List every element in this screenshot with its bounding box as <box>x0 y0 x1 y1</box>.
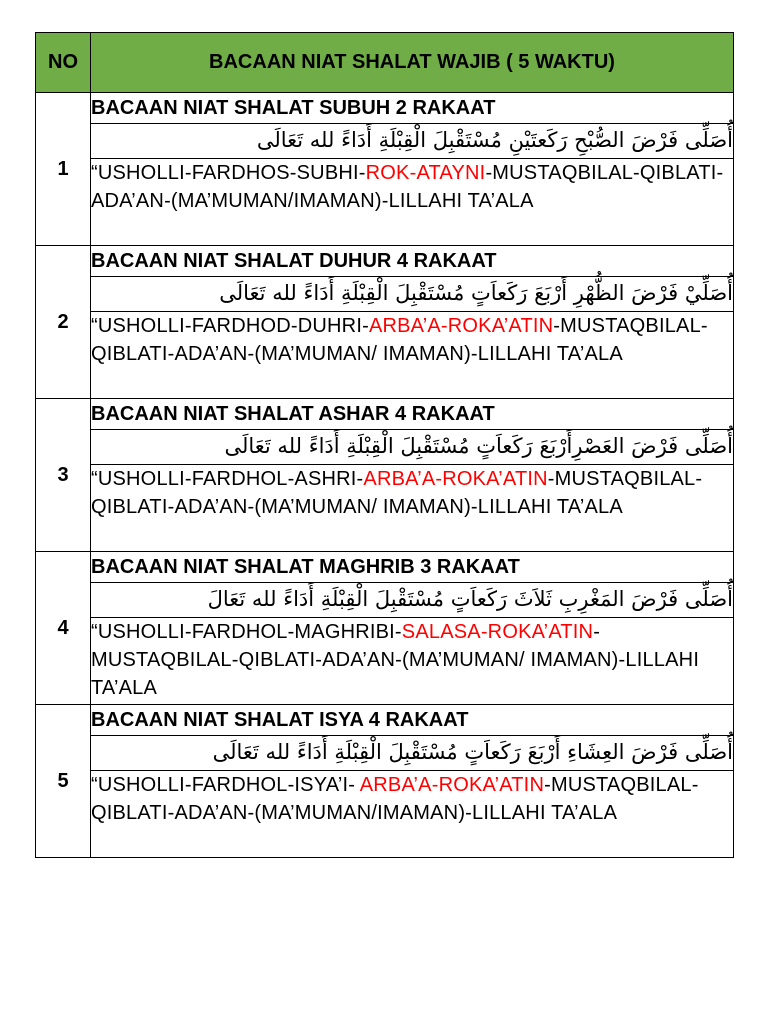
item-latin-row <box>36 771 734 858</box>
item-arabic-row <box>36 430 734 465</box>
latin-prefix: “USHOLLI-FARDHOL-ISYA’I- <box>91 774 360 796</box>
latin-suffix: -MUSTAQBILAL-QIBLATI-ADA’AN-(MA’MUMAN/IMAMAN)-LILLAHI TA’ALA <box>91 162 724 212</box>
item-latin-row <box>36 618 734 705</box>
item-arabic-row <box>36 583 734 618</box>
item-arabic-row <box>36 736 734 771</box>
table-header-row <box>36 33 734 93</box>
item-title-row <box>36 399 734 430</box>
item-title-row <box>36 246 734 277</box>
item-title-row <box>36 552 734 583</box>
item-number: 5 <box>36 705 91 858</box>
latin-prefix: “USHOLLI-FARDHOD-DUHRI- <box>91 315 369 337</box>
latin-highlight: ARBA’A-ROKA’ATIN <box>368 315 554 337</box>
item-arabic-text: أُصَلِّى فَرْضَ العَصْرِأَرْبَعَ رَكَعاَتٍ مُسْتَقْبِلَ الْقِبْلَةِ أَدَاءً لله تَعَالَى <box>91 430 734 465</box>
item-number: 1 <box>36 93 91 246</box>
item-arabic-text: أُصَلِّى فَرْضَ العِشَاءِ أَرْبَعَ رَكَعاَتٍ مُسْتَقْبِلَ الْقِبْلَةِ أَدَاءً لله تَعَالَى <box>91 736 734 771</box>
niat-shalat-table <box>35 32 734 858</box>
latin-suffix: -MUSTAQBILAL-QIBLATI-ADA’AN-(MA’MUMAN/ IMAMAN)-LILLAHI TA’ALA <box>91 315 708 365</box>
latin-highlight: ARBA’A-ROKA’ATIN <box>363 468 548 490</box>
item-latin-text <box>91 618 734 705</box>
item-number: 3 <box>36 399 91 552</box>
item-arabic-text: أُصَلِّى فَرْضَ الصُّبْحِ رَكَعتَيْنِ مُسْتَقْبِلَ الْقِبْلَةِ أَدَاءً لله تَعَالَى <box>91 124 734 159</box>
header-no: NO <box>36 33 91 93</box>
latin-prefix: “USHOLLI-FARDHOL-ASHRI- <box>91 468 364 490</box>
item-arabic-row <box>36 124 734 159</box>
latin-suffix: -MUSTAQBILAL-QIBLATI-ADA’AN-(MA’MUMAN/IMAMAN)-LILLAHI TA’ALA <box>91 774 699 824</box>
latin-suffix: -MUSTAQBILAL-QIBLATI-ADA’AN-(MA’MUMAN/ IMAMAN)-LILLAHI TA’ALA <box>91 621 700 699</box>
item-number: 2 <box>36 246 91 399</box>
item-title: BACAAN NIAT SHALAT ISYA 4 RAKAAT <box>91 705 734 736</box>
item-number: 4 <box>36 552 91 705</box>
latin-highlight: ROK-ATAYNI <box>365 162 486 184</box>
latin-prefix: “USHOLLI-FARDHOL-MAGHRIBI- <box>91 621 402 643</box>
latin-prefix: “USHOLLI-FARDHOS-SUBHI- <box>91 162 366 184</box>
latin-highlight: SALASA-ROKA’ATIN <box>401 621 594 643</box>
item-arabic-text: أُصَلِّى فَرْضَ المَغْرِبِ ثَلاَثَ رَكَعاَتٍ مُسْتَقْبِلَ الْقِبْلَةِ أَدَاءً لله تَعَالَ <box>91 583 734 618</box>
item-latin-row <box>36 159 734 246</box>
item-arabic-text: أُصَلِّيْ فَرْضَ الظُّهْرِ أَرْبَعَ رَكَعاَتٍ مُسْتَقْبِلَ الْقِبْلَةِ أَدَاءً لله تَعَالَى <box>91 277 734 312</box>
item-title: BACAAN NIAT SHALAT SUBUH 2 RAKAAT <box>91 93 734 124</box>
item-title-row <box>36 705 734 736</box>
latin-highlight: ARBA’A-ROKA’ATIN <box>359 774 545 796</box>
item-latin-row <box>36 312 734 399</box>
header-title: BACAAN NIAT SHALAT WAJIB ( 5 WAKTU) <box>91 33 734 93</box>
item-latin-text <box>91 159 734 246</box>
item-latin-text <box>91 312 734 399</box>
item-latin-row <box>36 465 734 552</box>
item-title-row <box>36 93 734 124</box>
item-title: BACAAN NIAT SHALAT DUHUR 4 RAKAAT <box>91 246 734 277</box>
item-latin-text <box>91 771 734 858</box>
latin-suffix: -MUSTAQBILAL-QIBLATI-ADA’AN-(MA’MUMAN/ IMAMAN)-LILLAHI TA’ALA <box>91 468 703 518</box>
item-arabic-row <box>36 277 734 312</box>
item-title: BACAAN NIAT SHALAT MAGHRIB 3 RAKAAT <box>91 552 734 583</box>
item-latin-text <box>91 465 734 552</box>
item-title: BACAAN NIAT SHALAT ASHAR 4 RAKAAT <box>91 399 734 430</box>
